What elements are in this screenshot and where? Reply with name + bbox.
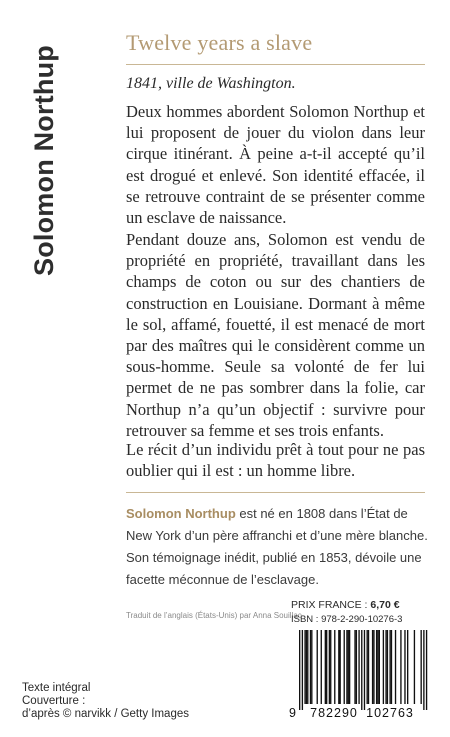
- spine-author: [22, 30, 66, 290]
- barcode-bar: [325, 630, 326, 704]
- barcode-bar: [400, 630, 401, 704]
- barcode-bar: [387, 630, 388, 704]
- title-divider: [126, 64, 425, 65]
- barcode-bar: [361, 630, 362, 710]
- barcode-bar: [299, 630, 300, 710]
- barcode-bar: [372, 630, 373, 704]
- barcode-bar: [358, 630, 359, 704]
- blurb-paragraph-1: Deux hommes abordent Solomon Northup et lui proposent de jouer du violon dans leur cirque itinérant. À peine a-t-il accepté qu’il est drogué et enlevé. Son identité effacée, il se retrouve contraint de se présenter comme un esclave de naissance.: [126, 102, 425, 228]
- barcode-bar: [317, 630, 318, 704]
- barcode-bar: [354, 630, 355, 704]
- translator-credit: Traduit de l’anglais (États-Unis) par Anna Souillac: [126, 611, 302, 620]
- barcode-bar: [421, 630, 422, 704]
- barcode-bar: [376, 630, 377, 704]
- barcode-bar: [391, 630, 392, 704]
- barcode-bar: [373, 630, 374, 704]
- barcode-bar: [344, 630, 345, 704]
- barcode-bar: [414, 630, 415, 704]
- barcode: [286, 628, 430, 720]
- barcode-bar: [379, 630, 380, 704]
- price-label: PRIX FRANCE :: [291, 599, 371, 611]
- barcode-bar: [311, 630, 312, 704]
- barcode-bar: [407, 630, 408, 704]
- isbn: ISBN : 978-2-290-10276-3: [291, 614, 403, 625]
- barcode-bar: [383, 630, 384, 704]
- barcode-bar: [395, 630, 396, 704]
- barcode-bars: [299, 630, 427, 710]
- barcode-bar: [338, 630, 339, 704]
- place-date: 1841, ville de Washington.: [126, 75, 296, 92]
- barcode-bar: [346, 630, 347, 704]
- bio-line-1: [126, 503, 430, 525]
- bio-line-1-text: est né en 1808 dans l’État de: [235, 506, 408, 521]
- bio-divider: [126, 492, 425, 493]
- barcode-bar: [307, 630, 308, 704]
- barcode-bar: [304, 630, 305, 704]
- barcode-left-digits: 782290: [310, 706, 358, 720]
- barcode-bar: [389, 630, 390, 704]
- barcode-bar: [302, 630, 303, 710]
- credit-line-1: Texte intégral: [22, 682, 91, 694]
- barcode-bar: [367, 630, 368, 704]
- credit-line-2: Couverture :: [22, 695, 86, 707]
- credits: [22, 682, 189, 721]
- barcode-bar: [310, 630, 311, 704]
- barcode-graphic: [286, 628, 430, 720]
- blurb-paragraph-2: Pendant douze ans, Solomon est vendu de propriété en propriété, travaillant dans les champs de coton ou sur des chantiers de construction en Louisiane. Dormant à même le sol, affamé, fouetté, il est menacé de mort par des maîtres qui le considèrent comme un sous-homme. Seule sa volonté de fer lui permet de ne pas sombrer dans la folie, car Northup n’a qu’un objectif : survivre pour retrouver sa femme et ses trois enfants.: [126, 230, 425, 440]
- barcode-bar: [330, 630, 331, 704]
- barcode-bar: [334, 630, 335, 704]
- barcode-bar: [329, 630, 330, 704]
- barcode-bar: [377, 630, 378, 704]
- blurb-paragraph-3: Le récit d’un individu prêt à tout pour ne pas oublier qui il est : un homme libre.: [126, 440, 425, 481]
- barcode-bar: [348, 630, 349, 704]
- price-value: 6,70 €: [370, 599, 400, 611]
- barcode-bar: [349, 630, 350, 704]
- bio-line-3: Son témoignage inédit, publié en 1853, dévoile une: [126, 550, 422, 565]
- price: [291, 599, 400, 611]
- barcode-bar: [404, 630, 405, 704]
- barcode-bar: [321, 630, 322, 704]
- barcode-bar: [340, 630, 341, 704]
- barcode-first-digit: 9: [289, 706, 296, 720]
- barcode-bar: [306, 630, 307, 704]
- barcode-right-digits: 102763: [366, 706, 414, 720]
- bio-author-name: Solomon Northup: [126, 506, 236, 521]
- barcode-bar: [356, 630, 357, 704]
- barcode-bar: [326, 630, 327, 704]
- barcode-bar: [423, 630, 424, 710]
- author-bio: [126, 503, 430, 591]
- bio-line-4: facette méconnue de l’esclavage.: [126, 572, 319, 587]
- barcode-bar: [385, 630, 386, 704]
- barcode-bar: [426, 630, 427, 710]
- bio-line-2: New York d’un père affranchi et d’une mère blanche.: [126, 528, 428, 543]
- barcode-bar: [368, 630, 369, 704]
- spine-author-text: Solomon Northup: [28, 44, 59, 276]
- book-title: Twelve years a slave: [126, 30, 313, 55]
- credit-line-3: d’après © narvikk / Getty Images: [22, 708, 189, 720]
- barcode-bar: [364, 630, 365, 710]
